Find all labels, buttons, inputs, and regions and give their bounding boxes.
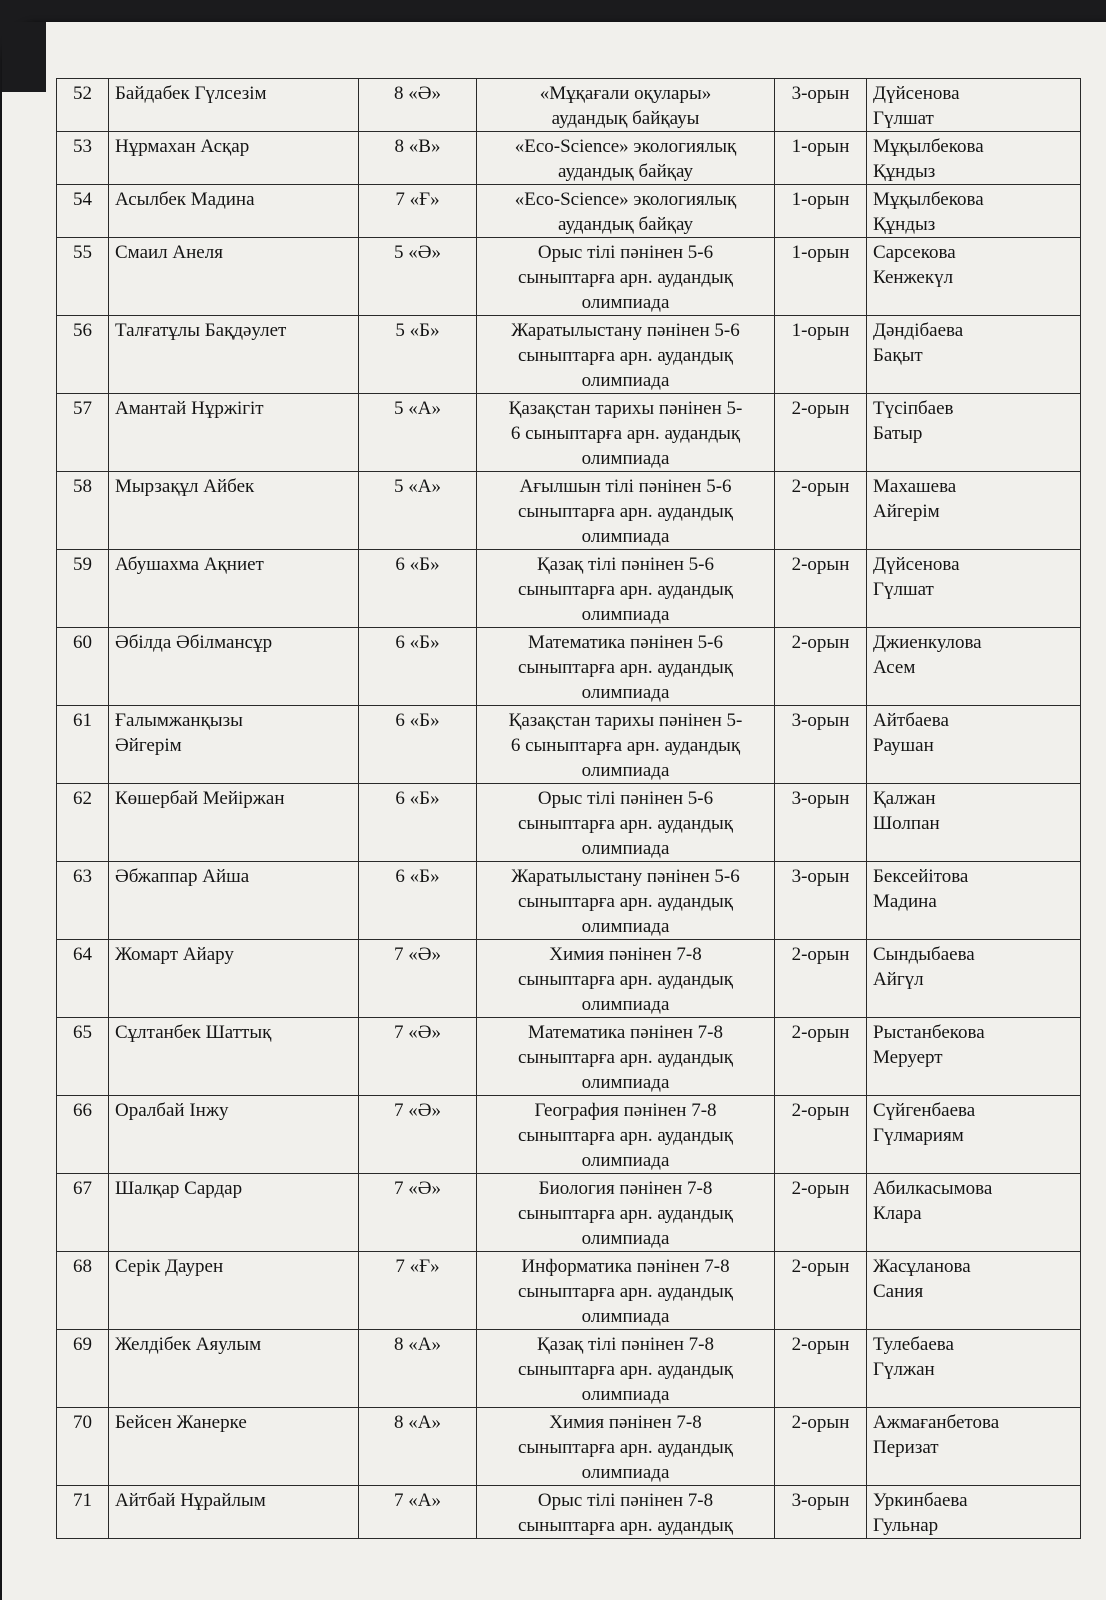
event-cell-line: сыныптарға арн. аудандық bbox=[517, 267, 734, 288]
teacher-cell-line: Сания bbox=[873, 1281, 924, 1302]
teacher-cell-line: Құндыз bbox=[873, 161, 936, 182]
teacher-cell-line: Айтбаева bbox=[873, 710, 949, 731]
teacher-cell-line: Ажмағанбетова bbox=[873, 1412, 1000, 1433]
event-cell-line: сыныптарға арн. аудандық bbox=[517, 813, 734, 834]
event-cell bbox=[477, 1174, 775, 1252]
class-cell: 7 «Ғ» bbox=[359, 1252, 477, 1330]
teacher-cell-line: Жасұланова bbox=[873, 1256, 971, 1277]
student-name-line: Байдабек Гүлсезім bbox=[115, 83, 267, 104]
row-number: 62 bbox=[57, 784, 109, 862]
class-cell: 7 «Ғ» bbox=[359, 185, 477, 238]
place-cell: 3-орын bbox=[775, 706, 867, 784]
teacher-cell-line: Айгүл bbox=[873, 969, 924, 990]
teacher-cell-line: Раушан bbox=[873, 735, 934, 756]
event-cell-line: Орыс тілі пәнінен 5-6 bbox=[537, 242, 714, 263]
table-row bbox=[57, 472, 1081, 550]
student-name-line: Ғалымжанқызы bbox=[115, 710, 243, 731]
page-corner bbox=[2, 22, 46, 92]
student-name bbox=[109, 1018, 359, 1096]
event-cell bbox=[477, 316, 775, 394]
row-number: 60 bbox=[57, 628, 109, 706]
class-cell: 6 «Б» bbox=[359, 706, 477, 784]
event-cell-line: олимпиада bbox=[581, 526, 670, 547]
row-number: 58 bbox=[57, 472, 109, 550]
teacher-cell-line: Перизат bbox=[873, 1437, 939, 1458]
event-cell-line: олимпиада bbox=[581, 1150, 670, 1171]
class-cell: 8 «А» bbox=[359, 1408, 477, 1486]
event-cell-line: олимпиада bbox=[581, 1072, 670, 1093]
student-name bbox=[109, 132, 359, 185]
class-cell: 8 «В» bbox=[359, 132, 477, 185]
teacher-cell-line: Кенжекүл bbox=[873, 267, 954, 288]
row-number: 69 bbox=[57, 1330, 109, 1408]
student-name bbox=[109, 1486, 359, 1539]
event-cell-line: «Eco-Science» экологиялық bbox=[514, 189, 737, 210]
event-cell-line: олимпиада bbox=[581, 292, 670, 313]
event-cell bbox=[477, 784, 775, 862]
teacher-cell-line: Дүйсенова bbox=[873, 554, 960, 575]
place-cell: 3-орын bbox=[775, 862, 867, 940]
event-cell-line: Қазақстан тарихы пәнінен 5- bbox=[508, 710, 743, 731]
teacher-cell bbox=[867, 238, 1081, 316]
teacher-cell bbox=[867, 1096, 1081, 1174]
event-cell bbox=[477, 1486, 775, 1539]
student-name bbox=[109, 472, 359, 550]
event-cell-line: 6 сыныптарға арн. аудандық bbox=[510, 423, 741, 444]
place-cell: 3-орын bbox=[775, 79, 867, 132]
event-cell-line: сыныптарға арн. аудандық bbox=[517, 1203, 734, 1224]
row-number: 57 bbox=[57, 394, 109, 472]
teacher-cell bbox=[867, 1408, 1081, 1486]
class-cell: 5 «Ә» bbox=[359, 238, 477, 316]
student-name-line: Талғатұлы Бақдәулет bbox=[115, 320, 287, 341]
event-cell bbox=[477, 940, 775, 1018]
student-name bbox=[109, 1096, 359, 1174]
teacher-cell-line: Қалжан bbox=[873, 788, 936, 809]
student-name bbox=[109, 394, 359, 472]
event-cell bbox=[477, 132, 775, 185]
teacher-cell-line: Гүлшат bbox=[873, 108, 934, 129]
student-name-line: Желдібек Аяулым bbox=[115, 1334, 262, 1355]
teacher-cell-line: Сарсекова bbox=[873, 242, 956, 263]
student-name bbox=[109, 316, 359, 394]
place-cell: 3-орын bbox=[775, 784, 867, 862]
event-cell-line: Математика пәнінен 5-6 bbox=[528, 632, 723, 653]
event-cell-line: Қазақ тілі пәнінен 5-6 bbox=[536, 554, 714, 575]
teacher-cell bbox=[867, 185, 1081, 238]
place-cell: 2-орын bbox=[775, 628, 867, 706]
event-cell-line: аудандық байқау bbox=[558, 161, 693, 182]
teacher-cell-line: Құндыз bbox=[873, 214, 936, 235]
student-name-line: Әбілда Әбілмансұр bbox=[115, 632, 273, 653]
class-cell: 8 «Ә» bbox=[359, 79, 477, 132]
student-name-line: Шалқар Сардар bbox=[115, 1178, 243, 1199]
table-row bbox=[57, 1252, 1081, 1330]
table-row bbox=[57, 1096, 1081, 1174]
place-cell: 2-орын bbox=[775, 1252, 867, 1330]
row-number: 54 bbox=[57, 185, 109, 238]
event-cell bbox=[477, 472, 775, 550]
place-cell: 3-орын bbox=[775, 1486, 867, 1539]
table-row bbox=[57, 862, 1081, 940]
event-cell-line: Химия пәнінен 7-8 bbox=[549, 1412, 702, 1433]
student-name-line: Мырзақұл Айбек bbox=[115, 476, 255, 497]
class-cell: 5 «А» bbox=[359, 394, 477, 472]
teacher-cell-line: Уркинбаева bbox=[873, 1490, 968, 1511]
event-cell-line: олимпиада bbox=[581, 448, 670, 469]
event-cell-line: олимпиада bbox=[581, 370, 670, 391]
event-cell-line: Химия пәнінен 7-8 bbox=[549, 944, 702, 965]
teacher-cell-line: Сындыбаева bbox=[873, 944, 975, 965]
awards-table-body bbox=[57, 79, 1081, 1539]
table-row bbox=[57, 394, 1081, 472]
table-row bbox=[57, 132, 1081, 185]
event-cell-line: олимпиада bbox=[581, 838, 670, 859]
class-cell: 6 «Б» bbox=[359, 550, 477, 628]
student-name-line: Әйгерім bbox=[115, 735, 182, 756]
row-number: 59 bbox=[57, 550, 109, 628]
place-cell: 1-орын bbox=[775, 238, 867, 316]
teacher-cell-line: Мадина bbox=[873, 891, 937, 912]
class-cell: 7 «Ә» bbox=[359, 1096, 477, 1174]
event-cell-line: сыныптарға арн. аудандық bbox=[517, 891, 734, 912]
class-cell: 6 «Б» bbox=[359, 784, 477, 862]
table-row bbox=[57, 1408, 1081, 1486]
teacher-cell bbox=[867, 940, 1081, 1018]
teacher-cell-line: Мұқылбекова bbox=[873, 136, 984, 157]
event-cell-line: Орыс тілі пәнінен 7-8 bbox=[537, 1490, 714, 1511]
table-row bbox=[57, 316, 1081, 394]
place-cell: 2-орын bbox=[775, 1018, 867, 1096]
student-name bbox=[109, 550, 359, 628]
teacher-cell bbox=[867, 628, 1081, 706]
teacher-cell bbox=[867, 1252, 1081, 1330]
event-cell-line: Жаратылыстану пәнінен 5-6 bbox=[511, 320, 740, 341]
event-cell-line: сыныптарға арн. аудандық bbox=[517, 501, 734, 522]
student-name-line: Асылбек Мадина bbox=[115, 189, 255, 210]
event-cell bbox=[477, 1252, 775, 1330]
event-cell bbox=[477, 862, 775, 940]
event-cell-line: Қазақстан тарихы пәнінен 5- bbox=[508, 398, 743, 419]
event-cell-line: «Eco-Science» экологиялық bbox=[514, 136, 737, 157]
class-cell: 5 «Б» bbox=[359, 316, 477, 394]
event-cell-line: олимпиада bbox=[581, 1228, 670, 1249]
row-number: 67 bbox=[57, 1174, 109, 1252]
event-cell-line: 6 сыныптарға арн. аудандық bbox=[510, 735, 741, 756]
table-row bbox=[57, 238, 1081, 316]
event-cell bbox=[477, 1096, 775, 1174]
event-cell bbox=[477, 628, 775, 706]
event-cell-line: сыныптарға арн. аудандық bbox=[517, 1515, 734, 1536]
student-name bbox=[109, 784, 359, 862]
row-number: 71 bbox=[57, 1486, 109, 1539]
event-cell-line: сыныптарға арн. аудандық bbox=[517, 1359, 734, 1380]
teacher-cell-line: Дүйсенова bbox=[873, 83, 960, 104]
event-cell-line: сыныптарға арн. аудандық bbox=[517, 345, 734, 366]
table-row bbox=[57, 1174, 1081, 1252]
class-cell: 7 «Ә» bbox=[359, 940, 477, 1018]
teacher-cell-line: Сүйгенбаева bbox=[873, 1100, 976, 1121]
student-name-line: Жомарт Айару bbox=[115, 944, 234, 965]
teacher-cell-line: Джиенкулова bbox=[873, 632, 982, 653]
class-cell: 6 «Б» bbox=[359, 628, 477, 706]
event-cell-line: олимпиада bbox=[581, 916, 670, 937]
class-cell: 6 «Б» bbox=[359, 862, 477, 940]
event-cell-line: аудандық байқау bbox=[558, 214, 693, 235]
table-row bbox=[57, 1486, 1081, 1539]
event-cell-line: олимпиада bbox=[581, 1462, 670, 1483]
row-number: 65 bbox=[57, 1018, 109, 1096]
event-cell-line: сыныптарға арн. аудандық bbox=[517, 969, 734, 990]
class-cell: 7 «Ә» bbox=[359, 1174, 477, 1252]
student-name bbox=[109, 238, 359, 316]
student-name-line: Нұрмахан Асқар bbox=[115, 136, 250, 157]
event-cell-line: олимпиада bbox=[581, 994, 670, 1015]
event-cell bbox=[477, 1018, 775, 1096]
row-number: 56 bbox=[57, 316, 109, 394]
table-row bbox=[57, 628, 1081, 706]
teacher-cell-line: Гүлмариям bbox=[873, 1125, 964, 1146]
row-number: 70 bbox=[57, 1408, 109, 1486]
student-name-line: Серік Даурен bbox=[115, 1256, 224, 1277]
event-cell-line: сыныптарға арн. аудандық bbox=[517, 657, 734, 678]
teacher-cell-line: Махашева bbox=[873, 476, 957, 497]
place-cell: 2-орын bbox=[775, 1408, 867, 1486]
teacher-cell bbox=[867, 550, 1081, 628]
teacher-cell bbox=[867, 1486, 1081, 1539]
table-row bbox=[57, 706, 1081, 784]
table-row bbox=[57, 1330, 1081, 1408]
class-cell: 8 «А» bbox=[359, 1330, 477, 1408]
place-cell: 2-орын bbox=[775, 1330, 867, 1408]
teacher-cell-line: Клара bbox=[873, 1203, 922, 1224]
event-cell-line: олимпиада bbox=[581, 1306, 670, 1327]
student-name-line: Бейсен Жанерке bbox=[115, 1412, 247, 1433]
event-cell bbox=[477, 79, 775, 132]
student-name bbox=[109, 1408, 359, 1486]
table-row bbox=[57, 940, 1081, 1018]
event-cell bbox=[477, 1408, 775, 1486]
table-row bbox=[57, 784, 1081, 862]
teacher-cell-line: Шолпан bbox=[873, 813, 940, 834]
teacher-cell-line: Бақыт bbox=[873, 345, 923, 366]
row-number: 64 bbox=[57, 940, 109, 1018]
student-name-line: Сұлтанбек Шаттық bbox=[115, 1022, 272, 1043]
student-name bbox=[109, 862, 359, 940]
row-number: 53 bbox=[57, 132, 109, 185]
place-cell: 2-орын bbox=[775, 940, 867, 1018]
class-cell: 7 «А» bbox=[359, 1486, 477, 1539]
event-cell-line: сыныптарға арн. аудандық bbox=[517, 1047, 734, 1068]
teacher-cell-line: Гүлшат bbox=[873, 579, 934, 600]
teacher-cell bbox=[867, 1018, 1081, 1096]
student-name bbox=[109, 1330, 359, 1408]
place-cell: 2-орын bbox=[775, 1096, 867, 1174]
event-cell bbox=[477, 550, 775, 628]
teacher-cell bbox=[867, 862, 1081, 940]
teacher-cell bbox=[867, 316, 1081, 394]
event-cell bbox=[477, 185, 775, 238]
teacher-cell bbox=[867, 394, 1081, 472]
event-cell-line: Информатика пәнінен 7-8 bbox=[521, 1256, 730, 1277]
teacher-cell bbox=[867, 79, 1081, 132]
student-name-line: Айтбай Нұрайлым bbox=[115, 1490, 266, 1511]
teacher-cell-line: Гүлжан bbox=[873, 1359, 935, 1380]
place-cell: 2-орын bbox=[775, 394, 867, 472]
teacher-cell bbox=[867, 784, 1081, 862]
teacher-cell-line: Түсіпбаев bbox=[873, 398, 954, 419]
teacher-cell-line: Бексейітова bbox=[873, 866, 969, 887]
row-number: 52 bbox=[57, 79, 109, 132]
event-cell-line: олимпиада bbox=[581, 682, 670, 703]
event-cell-line: олимпиада bbox=[581, 1384, 670, 1405]
teacher-cell-line: Дәндібаева bbox=[873, 320, 964, 341]
event-cell-line: Биология пәнінен 7-8 bbox=[538, 1178, 713, 1199]
student-name bbox=[109, 706, 359, 784]
teacher-cell bbox=[867, 132, 1081, 185]
event-cell-line: сыныптарға арн. аудандық bbox=[517, 1437, 734, 1458]
class-cell: 7 «Ә» bbox=[359, 1018, 477, 1096]
class-cell: 5 «А» bbox=[359, 472, 477, 550]
place-cell: 2-орын bbox=[775, 1174, 867, 1252]
place-cell: 2-орын bbox=[775, 472, 867, 550]
teacher-cell-line: Тулебаева bbox=[873, 1334, 954, 1355]
event-cell-line: олимпиада bbox=[581, 604, 670, 625]
event-cell bbox=[477, 1330, 775, 1408]
event-cell-line: Математика пәнінен 7-8 bbox=[528, 1022, 723, 1043]
place-cell: 1-орын bbox=[775, 185, 867, 238]
student-name bbox=[109, 1252, 359, 1330]
event-cell bbox=[477, 706, 775, 784]
teacher-cell bbox=[867, 1330, 1081, 1408]
student-name-line: Смаил Анеля bbox=[115, 242, 223, 263]
table-row bbox=[57, 1018, 1081, 1096]
student-name bbox=[109, 1174, 359, 1252]
event-cell-line: Орыс тілі пәнінен 5-6 bbox=[537, 788, 714, 809]
event-cell-line: Жаратылыстану пәнінен 5-6 bbox=[511, 866, 740, 887]
student-name-line: Әбжаппар Айша bbox=[115, 866, 250, 887]
row-number: 66 bbox=[57, 1096, 109, 1174]
student-name bbox=[109, 940, 359, 1018]
student-name bbox=[109, 79, 359, 132]
student-name-line: Амантай Нұржігіт bbox=[115, 398, 264, 419]
teacher-cell bbox=[867, 1174, 1081, 1252]
table-row bbox=[57, 79, 1081, 132]
awards-table bbox=[56, 78, 1081, 1539]
place-cell: 1-орын bbox=[775, 316, 867, 394]
event-cell-line: Қазақ тілі пәнінен 7-8 bbox=[536, 1334, 714, 1355]
teacher-cell bbox=[867, 472, 1081, 550]
student-name-line: Абушахма Ақниет bbox=[115, 554, 264, 575]
student-name bbox=[109, 628, 359, 706]
teacher-cell-line: Меруерт bbox=[873, 1047, 943, 1068]
place-cell: 2-орын bbox=[775, 550, 867, 628]
table-row bbox=[57, 550, 1081, 628]
student-name bbox=[109, 185, 359, 238]
event-cell-line: География пәнінен 7-8 bbox=[534, 1100, 717, 1121]
teacher-cell-line: Батыр bbox=[873, 423, 923, 444]
teacher-cell-line: Абилкасымова bbox=[873, 1178, 993, 1199]
row-number: 61 bbox=[57, 706, 109, 784]
teacher-cell-line: Асем bbox=[873, 657, 916, 678]
teacher-cell-line: Айгерім bbox=[873, 501, 940, 522]
teacher-cell-line: Рыстанбекова bbox=[873, 1022, 985, 1043]
row-number: 55 bbox=[57, 238, 109, 316]
table-row bbox=[57, 185, 1081, 238]
teacher-cell bbox=[867, 706, 1081, 784]
event-cell bbox=[477, 238, 775, 316]
event-cell-line: аудандық байқауы bbox=[551, 108, 700, 129]
event-cell-line: олимпиада bbox=[581, 760, 670, 781]
event-cell bbox=[477, 394, 775, 472]
event-cell-line: Ағылшын тілі пәнінен 5-6 bbox=[519, 476, 732, 497]
event-cell-line: сыныптарға арн. аудандық bbox=[517, 579, 734, 600]
event-cell-line: «Мұқағали оқулары» bbox=[539, 83, 712, 104]
teacher-cell-line: Гульнар bbox=[873, 1515, 939, 1536]
event-cell-line: сыныптарға арн. аудандық bbox=[517, 1281, 734, 1302]
event-cell-line: сыныптарға арн. аудандық bbox=[517, 1125, 734, 1146]
student-name-line: Көшербай Мейіржан bbox=[115, 788, 285, 809]
row-number: 68 bbox=[57, 1252, 109, 1330]
teacher-cell-line: Мұқылбекова bbox=[873, 189, 984, 210]
row-number: 63 bbox=[57, 862, 109, 940]
place-cell: 1-орын bbox=[775, 132, 867, 185]
student-name-line: Оралбай Інжу bbox=[115, 1100, 229, 1121]
